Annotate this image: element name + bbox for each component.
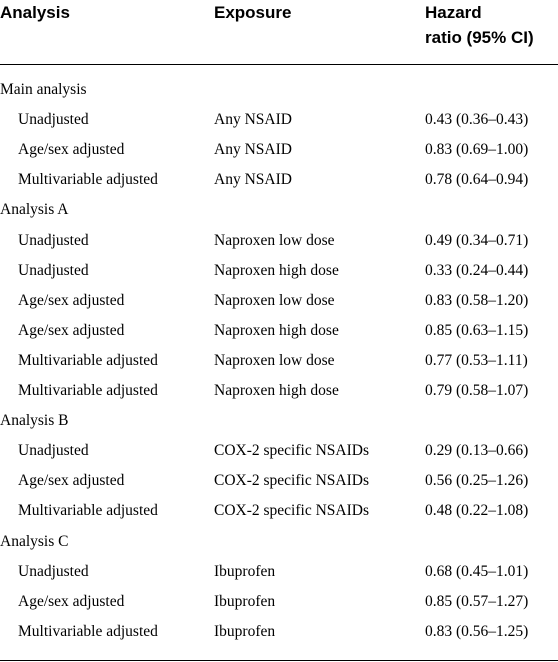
- hazard-ratio-cell: 0.48 (0.22–1.08): [425, 502, 529, 520]
- hazard-ratio-cell: 0.68 (0.45–1.01): [425, 562, 529, 580]
- table-row: [0, 285, 558, 315]
- hazard-ratio-cell: 0.56 (0.25–1.26): [425, 472, 529, 490]
- table-row: [0, 315, 558, 345]
- analysis-cell: Unadjusted: [18, 562, 89, 580]
- analysis-cell: Multivariable adjusted: [18, 382, 158, 399]
- analysis-cell: Unadjusted: [18, 261, 89, 279]
- analysis-cell: Age/sex adjusted: [18, 141, 125, 159]
- section-label: Analysis C: [0, 532, 69, 550]
- header-exposure: Exposure: [214, 3, 292, 22]
- exposure-cell: COX-2 specific NSAIDs: [214, 442, 369, 460]
- exposure-cell: Any NSAID: [214, 141, 292, 159]
- section-label: Analysis A: [0, 201, 69, 219]
- analysis-cell: Unadjusted: [18, 442, 89, 460]
- hazard-ratio-cell: 0.77 (0.53–1.11): [425, 351, 528, 369]
- header-analysis: Analysis: [0, 3, 70, 22]
- analysis-cell: Age/sex adjusted: [18, 472, 125, 490]
- analysis-cell: Unadjusted: [18, 231, 89, 249]
- analysis-cell: Multivariable adjusted: [18, 622, 158, 640]
- table-row: [0, 495, 558, 525]
- analysis-cell: Multivariable adjusted: [18, 351, 158, 369]
- bottom-rule: [0, 660, 558, 661]
- analysis-cell: Multivariable adjusted: [18, 171, 158, 189]
- table-row: [0, 255, 558, 285]
- hazard-ratio-cell: 0.85 (0.57–1.27): [425, 592, 529, 610]
- exposure-cell: Naproxen low dose: [214, 351, 335, 369]
- analysis-cell: Multivariable adjusted: [18, 502, 158, 520]
- exposure-cell: Naproxen high dose: [214, 261, 339, 279]
- section-row: [0, 405, 558, 435]
- analysis-cell: Age/sex adjusted: [18, 291, 125, 309]
- hazard-ratio-cell: 0.83 (0.58–1.20): [425, 291, 529, 309]
- section-label: Main analysis: [0, 81, 87, 98]
- table-row: [0, 435, 558, 465]
- table-row: [0, 586, 558, 616]
- exposure-cell: Naproxen high dose: [214, 321, 339, 339]
- section-row: [0, 74, 558, 104]
- exposure-cell: Any NSAID: [214, 111, 292, 129]
- section-row: [0, 526, 558, 556]
- hazard-ratio-cell: 0.33 (0.24–0.44): [425, 261, 529, 279]
- exposure-cell: Ibuprofen: [214, 592, 276, 610]
- exposure-cell: Ibuprofen: [214, 562, 276, 580]
- hazard-ratio-cell: 0.49 (0.34–0.71): [425, 231, 529, 249]
- exposure-cell: COX-2 specific NSAIDs: [214, 472, 369, 490]
- header-hazard-ratio-line2: ratio (95% CI): [425, 28, 534, 47]
- section-label: Analysis B: [0, 412, 69, 430]
- table-row: [0, 134, 558, 164]
- exposure-cell: Any NSAID: [214, 171, 292, 189]
- hazard-ratio-cell: 0.29 (0.13–0.66): [425, 442, 529, 460]
- hazard-ratio-cell: 0.79 (0.58–1.07): [425, 382, 529, 399]
- analysis-cell: Unadjusted: [18, 111, 89, 129]
- hazard-ratio-cell: 0.83 (0.56–1.25): [425, 622, 529, 640]
- table-row: [0, 225, 558, 255]
- exposure-cell: Ibuprofen: [214, 622, 276, 640]
- hazard-ratio-cell: 0.78 (0.64–0.94): [425, 171, 529, 189]
- header-hazard-ratio-line1: Hazard: [425, 3, 482, 22]
- section-row: [0, 194, 558, 224]
- table-row: [0, 556, 558, 586]
- header-rule: [0, 64, 558, 65]
- hazard-ratio-cell: 0.83 (0.69–1.00): [425, 141, 529, 159]
- exposure-cell: Naproxen low dose: [214, 231, 335, 249]
- table-row: [0, 345, 558, 375]
- analysis-cell: Age/sex adjusted: [18, 592, 125, 610]
- table-row: [0, 465, 558, 495]
- table-row: [0, 104, 558, 134]
- table-row: [0, 164, 558, 194]
- exposure-cell: Naproxen high dose: [214, 382, 339, 399]
- table-row: [0, 616, 558, 646]
- exposure-cell: Naproxen low dose: [214, 291, 335, 309]
- analysis-cell: Age/sex adjusted: [18, 321, 125, 339]
- table-row: [0, 375, 558, 405]
- exposure-cell: COX-2 specific NSAIDs: [214, 502, 369, 520]
- hazard-ratio-cell: 0.85 (0.63–1.15): [425, 321, 529, 339]
- hazard-ratio-cell: 0.43 (0.36–0.43): [425, 111, 529, 129]
